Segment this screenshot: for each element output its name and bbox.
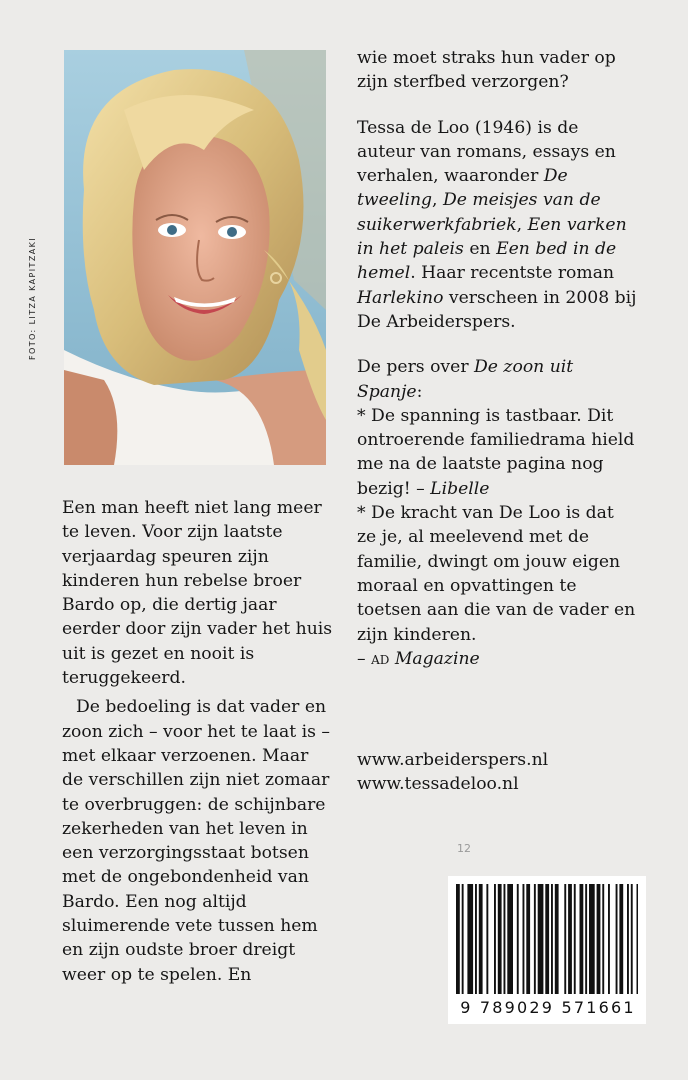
- bio-lead: Tessa de Loo (1946) is de auteur van romans, essays en verhalen, waaronder: [357, 117, 616, 187]
- pencil-mark: 12: [457, 842, 471, 855]
- synopsis-column: [62, 496, 334, 987]
- barcode-bar: [619, 884, 623, 994]
- barcode-bars: [456, 884, 638, 994]
- info-column: [357, 46, 637, 671]
- press-quote-2-source: [357, 647, 637, 671]
- bio-middle: . Haar recentste roman: [410, 263, 615, 284]
- book-title: De meisjes van de suikerwerkfabriek: [357, 190, 601, 235]
- barcode-bar: [555, 884, 559, 994]
- bio-separator: ,: [432, 190, 443, 211]
- barcode-bar: [486, 884, 488, 994]
- quote-dash: –: [357, 648, 372, 669]
- barcode-bar: [564, 884, 566, 994]
- author-url[interactable]: www.tessadeloo.nl: [357, 774, 519, 795]
- press-heading-colon: :: [416, 381, 423, 402]
- book-title: Harlekino: [357, 287, 444, 308]
- author-photo: [64, 50, 326, 465]
- barcode-bar: [574, 884, 576, 994]
- barcode-bar: [456, 884, 460, 994]
- book-title: Een bed in de hemel: [357, 239, 617, 284]
- barcode-bar: [580, 884, 584, 994]
- publisher-url[interactable]: www.arbeiderspers.nl: [357, 750, 549, 770]
- quote-text: * De spanning is tastbaar. Dit ontroerende familiedrama hield me na de laatste pagina nog bezig! –: [357, 405, 635, 499]
- barcode-bar: [538, 884, 544, 994]
- barcode-bar: [589, 884, 595, 994]
- quote-text: * De kracht van De Loo is dat ze je, al meelevend met de familie, dwingt om jouw eigen moraal en opvattingen te toetsen aan die van de vader en zijn kinderen.: [357, 503, 636, 645]
- bio-tail: verscheen in 2008 bij De Arbeiderspers.: [357, 287, 637, 332]
- website-links: [357, 748, 548, 797]
- quote-source: Libelle: [430, 478, 490, 499]
- barcode-bar: [551, 884, 553, 994]
- press-quote-1: [357, 404, 637, 501]
- barcode-bar: [475, 884, 477, 994]
- bio-separator: ,: [516, 214, 528, 235]
- synopsis-paragraph-1: Een man heeft niet lang meer te leven. Voor zijn laatste verjaardag speuren zijn kinderen hun rebelse broer Bardo op, die dertig jaar eerder door zijn vader het huis uit is gezet en nooit is teruggekeerd.: [62, 498, 333, 689]
- press-heading-lead: De pers over: [357, 357, 474, 378]
- quote-source-ad: ad: [371, 648, 390, 669]
- author-portrait-image: [64, 50, 326, 465]
- press-heading: [357, 355, 637, 404]
- barcode: [448, 876, 646, 1024]
- barcode-bar: [494, 884, 496, 994]
- barcode-bar: [504, 884, 506, 994]
- barcode-bar: [467, 884, 473, 994]
- synopsis-paragraph-2: De bedoeling is dat vader en zoon zich – voor het te laat is – met elkaar verzoenen. Maar de verschillen zijn niet zomaar te overbruggen: de schijnbare zekerheden van het leven in een verzorgingsstaat botsen met de ongebondenheid van Bardo. Een nog altijd sluimerende vete tussen hem en zijn oudste broer dreigt weer op te spelen. En: [62, 697, 331, 985]
- barcode-bar: [545, 884, 549, 994]
- barcode-bar: [585, 884, 587, 994]
- bio-separator: en: [463, 239, 497, 260]
- barcode-bar: [602, 884, 604, 994]
- barcode-bar: [526, 884, 530, 994]
- barcode-bar: [498, 884, 502, 994]
- barcode-bar: [637, 884, 639, 994]
- book-title: De tweeling: [357, 166, 568, 211]
- barcode-bar: [627, 884, 629, 994]
- barcode-bar: [608, 884, 610, 994]
- barcode-bar: [517, 884, 519, 994]
- press-heading-title: De zoon uit Spanje: [357, 357, 574, 402]
- barcode-bar: [462, 884, 464, 994]
- synopsis-paragraph-3: wie moet straks hun vader op zijn sterfbed verzorgen?: [357, 48, 616, 93]
- barcode-bar: [534, 884, 536, 994]
- barcode-bar: [523, 884, 525, 994]
- barcode-bar: [479, 884, 483, 994]
- quote-source-magazine: Magazine: [389, 648, 480, 669]
- barcode-bar: [616, 884, 618, 994]
- author-bio: [357, 116, 637, 335]
- photo-credit: FOTO: LITZA KAPITZAKI: [28, 237, 37, 360]
- press-quote-2: [357, 501, 637, 647]
- barcode-bar: [568, 884, 572, 994]
- barcode-bar: [507, 884, 513, 994]
- barcode-bar: [631, 884, 633, 994]
- book-title: Een varken in het paleis: [357, 214, 627, 260]
- barcode-bar: [597, 884, 601, 994]
- barcode-number: 9 789029 571661: [460, 998, 636, 1017]
